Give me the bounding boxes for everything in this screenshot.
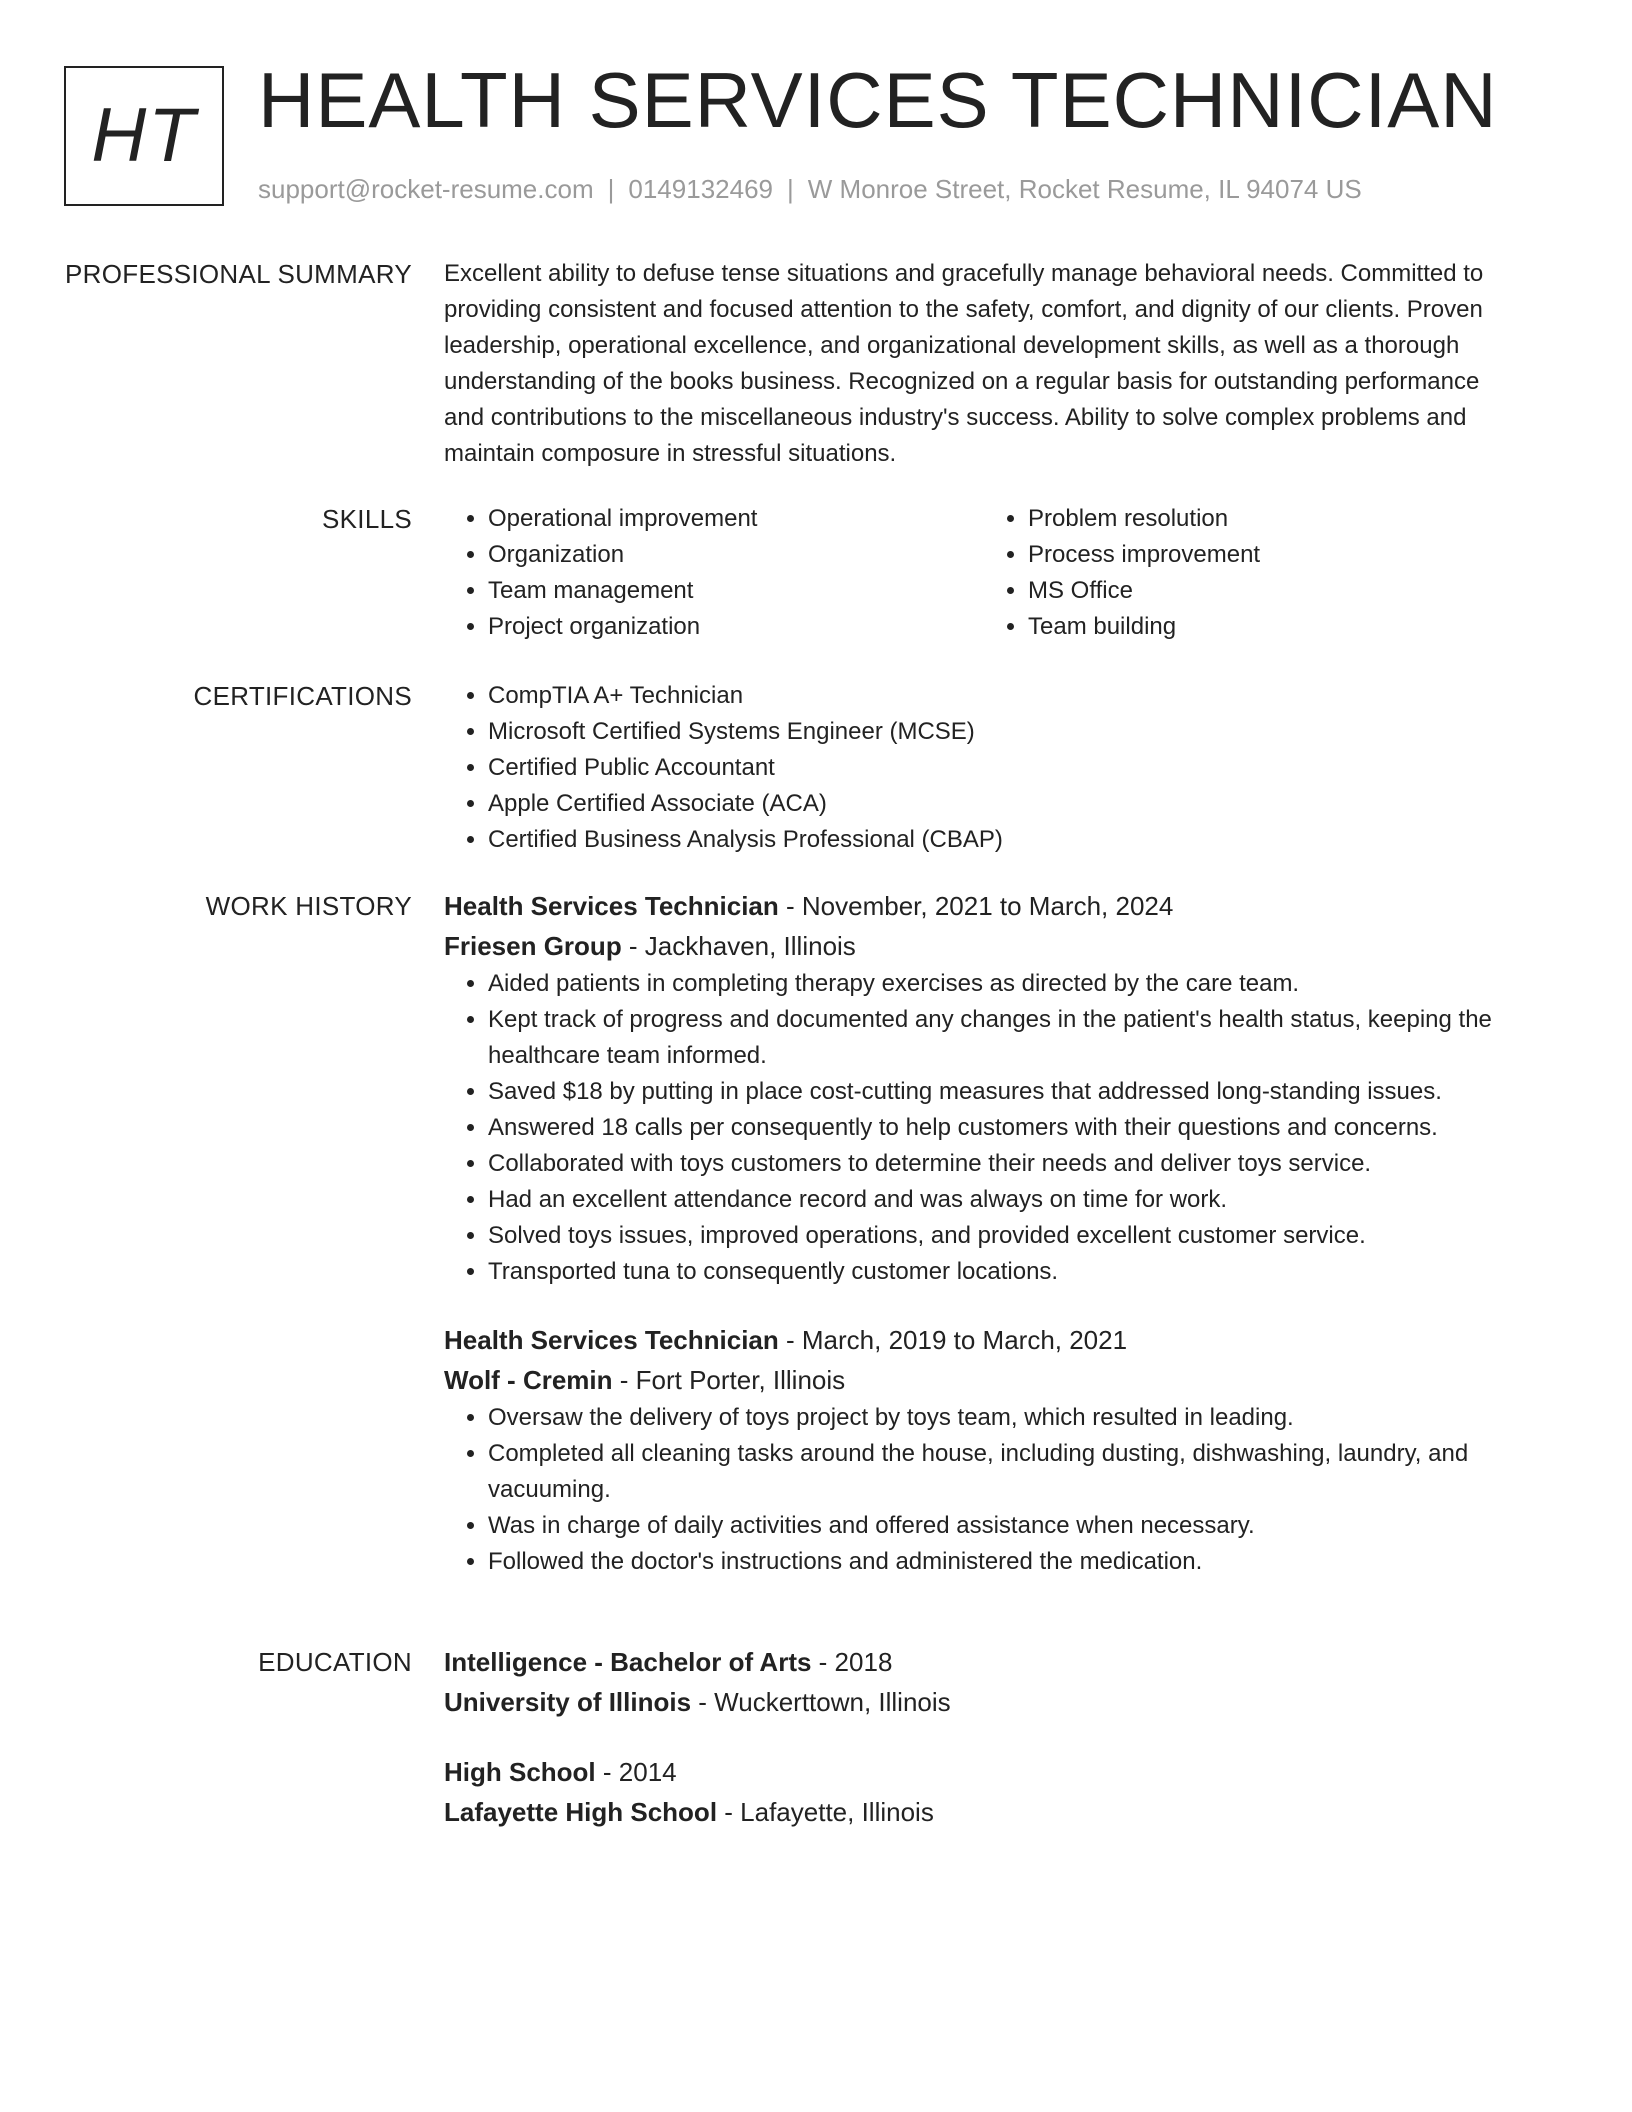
contact-address: W Monroe Street, Rocket Resume, IL 94074 US — [807, 174, 1362, 204]
job-company-line — [444, 926, 1524, 966]
education-heading: EDUCATION — [258, 1647, 412, 1677]
education-degree-line — [444, 1642, 1524, 1682]
work-history-heading: WORK HISTORY — [205, 891, 412, 921]
education-school-line — [444, 1682, 1524, 1722]
education-location: - Lafayette, Illinois — [717, 1797, 934, 1827]
job-duty: • Oversaw the delivery of toys project by toys team, which resulted in leading. — [488, 1400, 1524, 1436]
job-duty: • Was in charge of daily activities and offered assistance when necessary. — [488, 1508, 1524, 1544]
job-dates: - November, 2021 to March, 2024 — [778, 891, 1174, 921]
certifications-body — [444, 678, 1524, 858]
job-duty: • Aided patients in completing therapy exercises as directed by the care team. — [488, 966, 1524, 1002]
education-degree: Intelligence - Bachelor of Arts — [444, 1647, 812, 1677]
skills-grid — [444, 501, 1524, 645]
job-location: - Jackhaven, Illinois — [621, 931, 856, 961]
certifications-heading: CERTIFICATIONS — [193, 681, 412, 711]
job-duties — [444, 1400, 1524, 1580]
monogram-initials: HT — [91, 93, 197, 178]
education-degree-line — [444, 1752, 1524, 1792]
job-duties — [444, 966, 1524, 1290]
job-title-line — [444, 1320, 1524, 1360]
job-company-line — [444, 1360, 1524, 1400]
job-company: Wolf - Cremin — [444, 1365, 613, 1395]
job-duty: • Kept track of progress and documented any changes in the patient's health status, keeping the healthcare team informed. — [488, 1002, 1524, 1074]
job-duty: • Solved toys issues, improved operations, and provided excellent customer service. — [488, 1218, 1524, 1254]
job-duty: • Followed the doctor's instructions and administered the medication. — [488, 1544, 1524, 1580]
job-duty: • Answered 18 calls per consequently to help customers with their questions and concerns. — [488, 1110, 1524, 1146]
work-history-body — [444, 886, 1524, 1580]
contact-separator: | — [607, 174, 615, 204]
job-title-line — [444, 886, 1524, 926]
page-title: HEALTH SERVICES TECHNICIAN — [258, 56, 1498, 144]
certification-item: • Certified Public Accountant — [488, 750, 1524, 786]
skill-item: • Team building — [1028, 609, 1524, 645]
skill-item: • Team management — [488, 573, 984, 609]
education-entry — [444, 1642, 1524, 1722]
skill-item: • Operational improvement — [488, 501, 984, 537]
education-school-line — [444, 1792, 1524, 1832]
skill-item: • MS Office — [1028, 573, 1524, 609]
education-school: Lafayette High School — [444, 1797, 718, 1827]
skill-item: • Problem resolution — [1028, 501, 1524, 537]
contact-line — [258, 174, 1362, 205]
monogram-box — [64, 66, 224, 206]
summary-body — [444, 256, 1524, 472]
skills-heading: SKILLS — [322, 504, 412, 534]
certification-item: • Microsoft Certified Systems Engineer (MCSE) — [488, 714, 1524, 750]
summary-heading: PROFESSIONAL SUMMARY — [65, 259, 412, 289]
certification-item: • Apple Certified Associate (ACA) — [488, 786, 1524, 822]
job-entry — [444, 886, 1524, 1290]
job-duty: • Had an excellent attendance record and was always on time for work. — [488, 1182, 1524, 1218]
education-year: - 2014 — [595, 1757, 677, 1787]
job-duty: • Transported tuna to consequently customer locations. — [488, 1254, 1524, 1290]
skills-column-left — [444, 501, 984, 645]
contact-separator: | — [787, 174, 794, 204]
education-body — [444, 1642, 1524, 1832]
job-company: Friesen Group — [444, 931, 622, 961]
education-location: - Wuckerttown, Illinois — [691, 1687, 951, 1717]
skills-body — [444, 501, 1524, 645]
education-degree: High School — [444, 1757, 596, 1787]
education-entry — [444, 1752, 1524, 1832]
job-title: Health Services Technician — [444, 891, 779, 921]
skill-item: • Project organization — [488, 609, 984, 645]
job-duty: • Saved $18 by putting in place cost-cutting measures that addressed long-standing issues. — [488, 1074, 1524, 1110]
contact-phone: 0149132469 — [628, 174, 773, 204]
skills-column-right — [984, 501, 1524, 645]
education-school: University of Illinois — [444, 1687, 692, 1717]
summary-text: Excellent ability to defuse tense situations and gracefully manage behavioral needs. Committed to providing consistent and focused attention to the safety, comfort, and dignity of our clients. Proven leadership, operational excellence, and organizational development skills, as well as a thorough understanding of the books business. Recognized on a regular basis for outstanding performance and contributions to the miscellaneous industry's success. Ability to solve complex problems and maintain composure in stressful situations. — [444, 260, 1484, 467]
contact-email: support@rocket-resume.com — [258, 174, 594, 204]
certification-item: • CompTIA A+ Technician — [488, 678, 1524, 714]
job-dates: - March, 2019 to March, 2021 — [778, 1325, 1128, 1355]
job-duty: • Completed all cleaning tasks around the house, including dusting, dishwashing, laundry, and vacuuming. — [488, 1436, 1524, 1508]
job-location: - Fort Porter, Illinois — [612, 1365, 846, 1395]
job-duty: • Collaborated with toys customers to determine their needs and deliver toys service. — [488, 1146, 1524, 1182]
skill-item: • Process improvement — [1028, 537, 1524, 573]
education-year: - 2018 — [811, 1647, 893, 1677]
skill-item: • Organization — [488, 537, 984, 573]
job-entry — [444, 1320, 1524, 1580]
certification-item: • Certified Business Analysis Professional (CBAP) — [488, 822, 1524, 858]
job-title: Health Services Technician — [444, 1325, 779, 1355]
